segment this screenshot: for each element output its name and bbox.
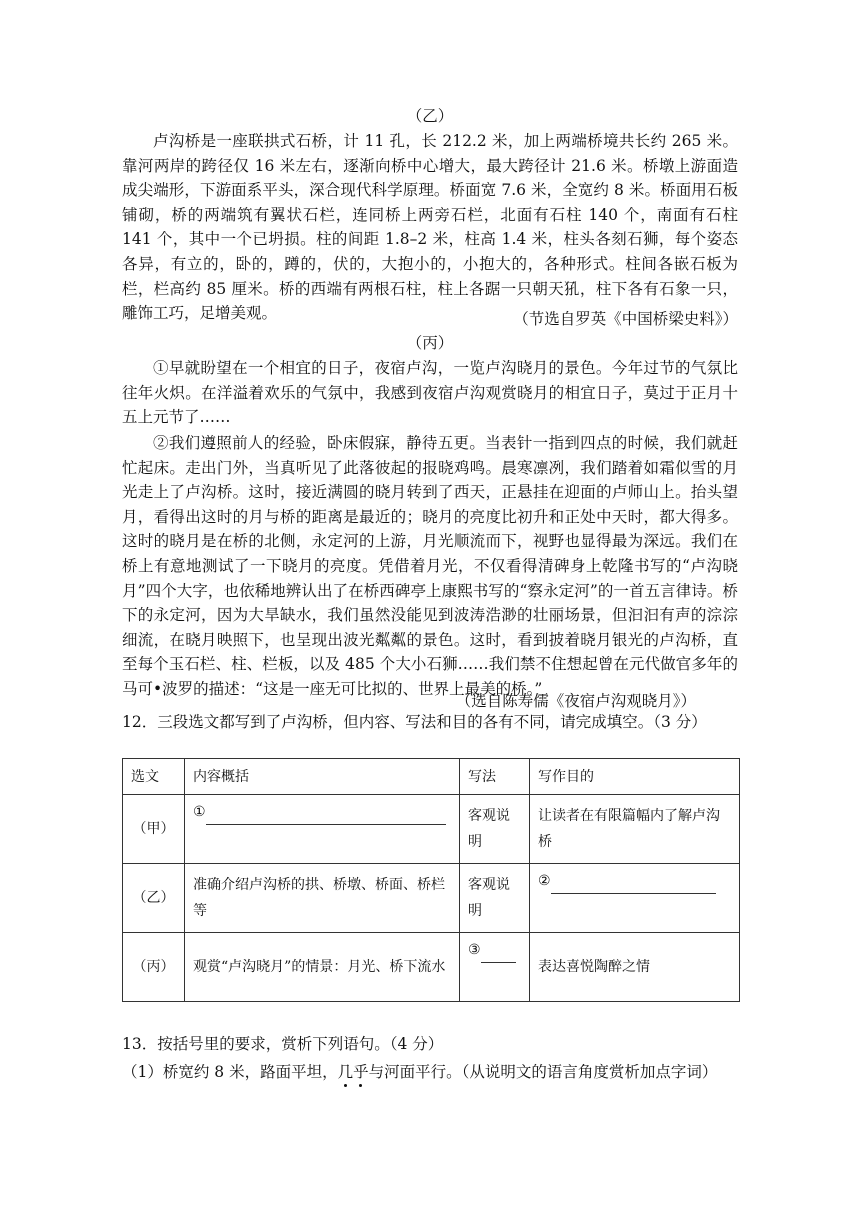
- purpose-cell: [530, 864, 740, 933]
- header-method: 写法: [460, 759, 530, 795]
- table-row: [123, 933, 740, 1002]
- section-yi-source: （节选自罗英《中国桥梁史料》）: [513, 310, 738, 328]
- purpose-cell: 让读者在有限篇幅内了解卢沟桥: [530, 795, 740, 864]
- row-label: （乙）: [123, 864, 185, 933]
- section-yi-paragraph: 卢沟桥是一座联拱式石桥，计 11 孔，长 212.2 米，加上两端桥境共长约 265 米。靠河两岸的跨径仅 16 米左右，逐渐向桥中心增大，最大跨径计 21.6 米。桥墩上游面造成尖端形，下游面系平头，深合现代科学原理。桥面宽 7.6 米，全宽约 8 米。桥面用石板铺砌，桥的两端筑有翼状石栏，连同桥上两旁石栏，北面有石柱 140 个，南面有石柱 141 个，其中一个已坍损。柱的间距 1.8–2 米，柱高 1.4 米，柱头各刻石狮，每个姿态各异，有立的，卧的，蹲的，伏的，大抱小的，小抱大的，各种形式。柱间各嵌石板为栏，栏高约 85 厘米。桥的西端有两根石柱，柱上各踞一只朝天犼，柱下各有石象一只，雕饰工巧，足增美观。: [122, 132, 738, 323]
- method-cell: 客观说明: [460, 795, 530, 864]
- item-1-end: 与河面平行。（从说明文的语言角度赏析加点字词）: [368, 1063, 718, 1081]
- dotted-char: 几: [337, 1063, 354, 1081]
- header-purpose: 写作目的: [530, 759, 740, 795]
- table-row: [123, 795, 740, 864]
- row-label: （丙）: [123, 933, 185, 1002]
- header-content: 内容概括: [185, 759, 460, 795]
- question-12-prompt: 12．三段选文都写到了卢沟桥，但内容、写法和目的各有不同，请完成填空。（3 分）: [122, 713, 707, 731]
- question-13-prompt: 13．按括号里的要求，赏析下列语句。（4 分）: [122, 1035, 444, 1053]
- method-cell: 客观说明: [460, 864, 530, 933]
- method-cell: [460, 933, 530, 1002]
- content-cell: 观赏“卢沟晓月”的情景：月光、桥下流水: [185, 933, 460, 1002]
- section-bing-paragraph-2: ②我们遵照前人的经验，卧床假寐，静待五更。当表针一指到四点的时候，我们就赶忙起床。走出门外，当真听见了此落彼起的报晓鸡鸣。晨寒凛冽，我们踏着如霜似雪的月光走上了卢沟桥。这时，接近满圆的晓月转到了西天，正悬挂在迎面的卢师山上。抬头望月，看得出这时的月与桥的距离是最近的；晓月的亮度比初升和正处中天时，都大得多。这时的晓月是在桥的北侧，永定河的上游，月光顺流而下，视野也显得最为深远。我们在桥上有意地测试了一下晓月的亮度。凭借着月光，不仅看得清碑身上乾隆书写的“卢沟晓月”四个大字，也依稀地辨认出了在桥西碑亭上康熙书写的“察永定河”的一首五言律诗。桥下的永定河，因为大旱缺水，我们虽然没能见到波涛浩渺的壮丽场景，但汩汩有声的淙淙细流，在晓月映照下，也呈现出波光粼粼的景色。这时，看到披着晓月银光的卢沟桥，直至每个玉石栏、柱、栏板，以及 485 个大小石狮……我们禁不住想起曾在元代做官多年的马可•波罗的描述：“这是一座无可比拟的、世界上最美的桥。”: [122, 434, 738, 698]
- question-12-table: [122, 758, 740, 1002]
- table-row: [123, 864, 740, 933]
- blank-marker: ③: [468, 942, 481, 958]
- content-cell: 准确介绍卢沟桥的拱、桥墩、桥面、桥栏等: [185, 864, 460, 933]
- answer-blank-2[interactable]: [551, 875, 716, 894]
- answer-blank-3[interactable]: [481, 944, 516, 963]
- purpose-cell: 表达喜悦陶醉之情: [530, 933, 740, 1002]
- content-cell: [185, 795, 460, 864]
- section-bing-source: （选自陈寿儒《夜宿卢沟观晓月》）: [455, 692, 696, 710]
- header-passage: 选文: [123, 759, 185, 795]
- dotted-char: 乎: [353, 1063, 369, 1081]
- row-label: （甲）: [123, 795, 185, 864]
- blank-marker: ①: [193, 804, 206, 820]
- table-header-row: [123, 759, 740, 795]
- question-13-item-1: [122, 1059, 738, 1085]
- blank-marker: ②: [538, 873, 551, 889]
- item-1-start: （1）桥宽约 8 米，路面平坦，: [122, 1063, 338, 1081]
- section-yi-heading: （乙）: [406, 107, 454, 125]
- answer-blank-1[interactable]: [206, 806, 446, 825]
- section-bing-heading: （丙）: [406, 334, 454, 352]
- section-bing-paragraph-1: ①早就盼望在一个相宜的日子，夜宿卢沟，一览卢沟晓月的景色。今年过节的气氛比往年火炽。在洋溢着欢乐的气氛中，我感到夜宿卢沟观赏晓月的相宜日子，莫过于正月十五上元节了……: [122, 359, 738, 427]
